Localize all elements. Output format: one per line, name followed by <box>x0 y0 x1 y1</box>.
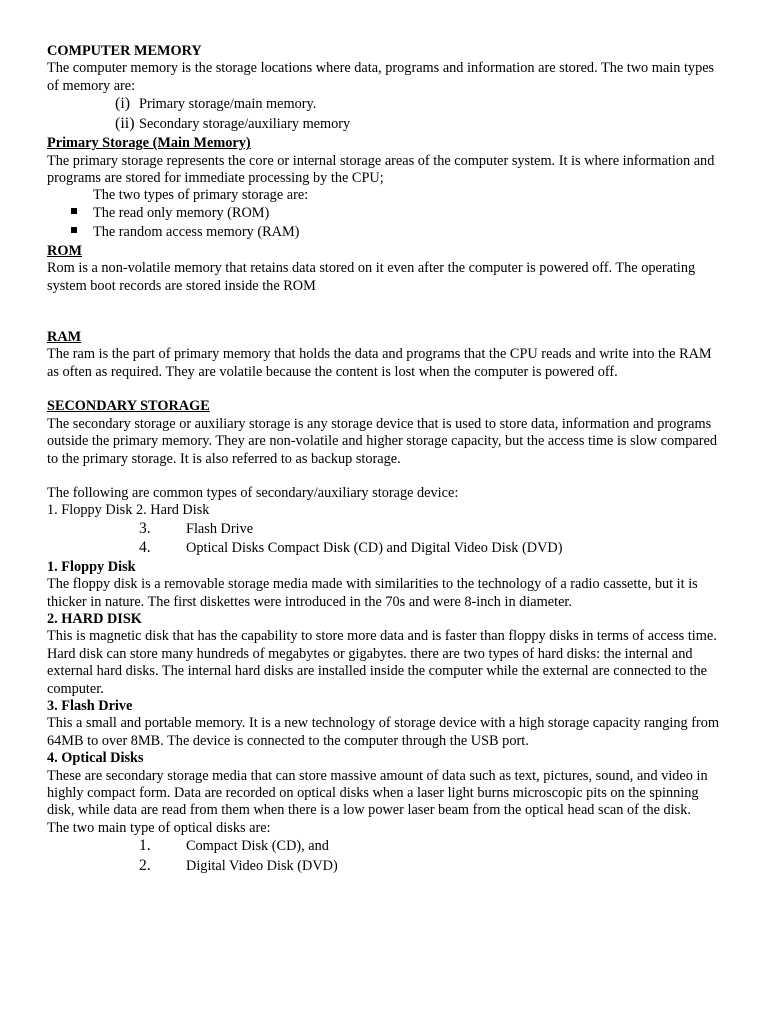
hard-disk-paragraph: This is magnetic disk that has the capability to store more data and is faster than floppy disks in terms of access time. Hard disk can store many hundreds of megabytes or gigabytes. there are two types of hard disks: the internal and external hard disks. The internal hard disks are installed inside the computer while the external are connected to the computer. <box>47 628 717 697</box>
floppy-disk-paragraph: The floppy disk is a removable storage media made with similarities to the technology of a radio cassette, but it is thicker in nature. The first diskettes were introduced in the 70s and were 8-inch in diameter. <box>47 576 698 610</box>
list-item-text: Compact Disk (CD), and <box>186 838 329 855</box>
ram-heading: RAM <box>47 329 82 346</box>
optical-disks-paragraph: These are secondary storage media that can store massive amount of data such as text, pictures, sound, and video in highly compact form. Data are recorded on optical disks when a laser light burns microscopic pits on the spinning disk, while data are read from them when there is a low power laser beam from the optical head scan of the disk. <box>47 767 708 819</box>
square-bullet-icon <box>71 208 77 214</box>
memory-type-item <box>47 115 727 135</box>
memory-type-number: (i) <box>115 95 131 113</box>
list-item-text: Optical Disks Compact Disk (CD) and Digital Video Disk (DVD) <box>186 540 563 557</box>
list-item <box>47 837 727 857</box>
square-bullet-icon <box>71 227 77 233</box>
ram-paragraph: The ram is the part of primary memory that holds the data and programs that the CPU reads and write into the RAM as often as required. They are volatile because the content is lost when the computer is powered off. <box>47 346 712 380</box>
document-title: COMPUTER MEMORY <box>47 43 202 59</box>
intro-paragraph: The computer memory is the storage locations where data, programs and information are stored. The two main types of memory are: <box>47 60 715 94</box>
memory-type-text: Primary storage/main memory. <box>139 96 317 113</box>
list-item <box>47 857 727 877</box>
primary-storage-paragraph: The primary storage represents the core or internal storage areas of the computer system. It is where information and programs are stored for immediate processing by the CPU; <box>47 152 715 187</box>
list-item-text: Flash Drive <box>186 520 254 537</box>
list-item-text: The read only memory (ROM) <box>93 204 270 221</box>
spacer <box>47 468 727 485</box>
list-item-number: 2. <box>139 856 151 874</box>
floppy-disk-heading: 1. Floppy Disk <box>47 558 136 575</box>
list-item-number: 1. <box>139 837 151 855</box>
hard-disk-heading: 2. HARD DISK <box>47 610 142 627</box>
list-item <box>47 224 727 243</box>
secondary-storage-paragraph: The secondary storage or auxiliary storage is any storage device that is used to store data, information and programs outside the primary memory. They are non-volatile and higher storage capacity, but the access time is slow compared to the primary storage. It is also referred to as backup storage. <box>47 415 718 467</box>
rom-heading: ROM <box>47 242 82 259</box>
list-item-text: Digital Video Disk (DVD) <box>186 857 338 874</box>
secondary-storage-heading: SECONDARY STORAGE <box>47 398 210 415</box>
list-item-text: The random access memory (RAM) <box>93 223 300 240</box>
flash-drive-paragraph: This a small and portable memory. It is a new technology of storage device with a high storage capacity ranging from 64MB to over 8MB. The device is connected to the computer through the USB port. <box>47 715 720 749</box>
list-item-number: 4. <box>139 539 151 557</box>
list-item <box>47 205 727 224</box>
secondary-types-intro: The following are common types of secondary/auxiliary storage device: <box>47 484 459 501</box>
list-item <box>47 539 727 559</box>
spacer <box>47 381 727 398</box>
memory-type-text: Secondary storage/auxiliary memory <box>139 116 351 133</box>
primary-types-list <box>47 205 727 243</box>
memory-type-item <box>47 95 727 115</box>
primary-storage-heading: Primary Storage (Main Memory) <box>47 135 251 152</box>
memory-type-number: (ii) <box>115 115 135 133</box>
list-item-number: 3. <box>139 519 151 537</box>
optical-types-intro: The two main type of optical disks are: <box>47 819 271 836</box>
spacer <box>47 295 727 329</box>
optical-disks-heading: 4. Optical Disks <box>47 750 144 767</box>
document-page <box>47 43 727 876</box>
primary-types-intro: The two types of primary storage are: <box>93 187 309 204</box>
rom-paragraph: Rom is a non-volatile memory that retains data stored on it even after the computer is powered off. The operating system boot records are stored inside the ROM <box>47 260 696 294</box>
secondary-types-inline: 1. Floppy Disk 2. Hard Disk <box>47 502 210 519</box>
list-item <box>47 520 727 540</box>
flash-drive-heading: 3. Flash Drive <box>47 697 133 714</box>
